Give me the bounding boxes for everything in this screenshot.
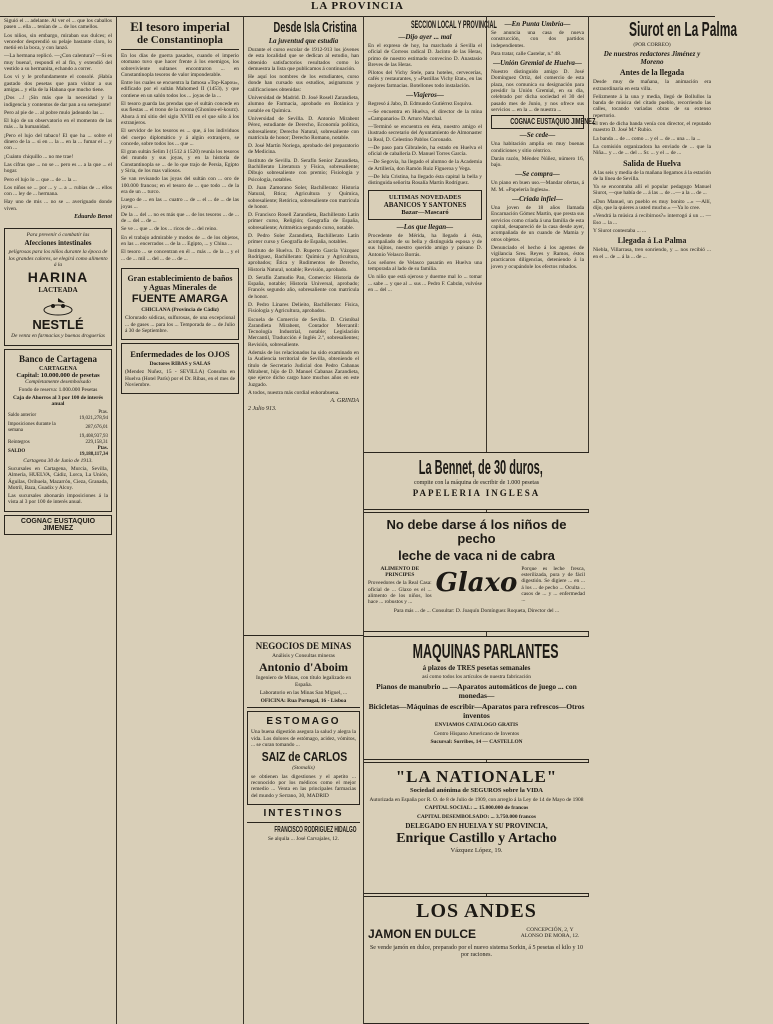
article-text: Nuestro distinguido amigo D. José Domínguez Ortiz, del comercio de esta plaza, nos comunica su designación para presidir la Unión Gremial, en su día, celebrado por dicha sociedad el 30 del pasado mes de Junio, y nos ofrece sus servicios ... en la ... de nuestra ... bbox=[491, 69, 584, 113]
minas-subtitle: Análisis y Consultas mineras bbox=[272, 653, 335, 659]
article-text: ¡Dos ...! ¡Sin más que la necesidad y la indigencia y contentos de dar pan a su semejante! bbox=[4, 95, 112, 108]
article-text: En el trabajo admirable y modos de ... de los objetos, en las ... encerrados ... de la ... Egipto, ... y China ... bbox=[121, 234, 239, 248]
table-row bbox=[8, 410, 108, 422]
ad-title: LOS ANDES bbox=[416, 900, 537, 922]
article-text: Entre los cuales se encuentra la famosa «Top-Kapou», edificado por el sultán Mahomed II (1453), y que contiene en un salón todos los ... joyas de la ... bbox=[121, 80, 239, 99]
row-value: 287,676,01 bbox=[85, 424, 108, 430]
ad-subtitle: CHICLANA (Provincia de Cádiz) bbox=[141, 306, 219, 313]
article-text: Escuela de Comercio de Sevilla. D. Cristóbal Zarandieta Mirabent, Contador Mercantil: Tecnología Industrial, notable; Legislación Mercantil, Traducción é Inglés 2.º, sobresalientes; Revisión, sobresaliente. bbox=[248, 316, 359, 348]
saiz-subtitle: (Stomalix) bbox=[292, 765, 315, 772]
article-text: Los niños se ... por ... y ... a ... rubias de ... ellos con ... ley de ... hermana. bbox=[4, 184, 112, 198]
article-text: Se ve ... que ... de los ... ricos de ... del reino. bbox=[121, 226, 218, 233]
article-text: Se anuncia una casa de nueva construcción, con dos partidos independientes. bbox=[491, 30, 584, 49]
ad-title-text: La Bennet, de 30 duros, bbox=[418, 457, 543, 479]
row-label: Saldo anterior bbox=[8, 412, 37, 418]
ad-title bbox=[368, 642, 585, 662]
news-heading: —En Punta Umbría— bbox=[504, 20, 571, 28]
article-text: Ya se encontraba allí el popular pedagogo Manuel Siurot, —que había de ... á las ... de ...— a la ... de ... bbox=[593, 184, 711, 197]
bennet-advert bbox=[364, 452, 589, 510]
ad-left-text: Proveedores de la Real Casa: oficial de ... Glaxo es el ... alimento de los niños, los hace ... robustos y ... bbox=[368, 580, 432, 606]
article-text: —Terminó se encuentra en ésta, nuestro amigo el ilustrado secretario del Ayuntamiento de Almonaster la Real, D. Celestino Pablos Coronado. bbox=[368, 123, 482, 143]
bank-capital: Capital: 10.000.000 de pesetas bbox=[16, 371, 100, 379]
article-text: La comisión organizadora ha enviado de ... que la Niña... y ... de ... del ... Sr. ... y el ... de ... bbox=[593, 143, 711, 157]
ad-title: ULTIMAS NOVEDADES bbox=[388, 193, 462, 201]
maquinas-advert bbox=[364, 636, 589, 760]
article-text: D. Francisco Rosell Zarandieta, Bachillerato Latín primer curso, Religión; Geografía de España, sobresaliente; Aritmética segundo curso, notable. bbox=[248, 212, 359, 231]
news-heading: —Criada infiel— bbox=[512, 195, 563, 204]
hidalgo-sub: Se alquila ... José Carvajales, 12. bbox=[268, 835, 339, 842]
article-text: El tesoro ... se concentran en él ... más ... de la ... y el ... de ... mil ... del ... de ... de ... bbox=[121, 249, 239, 262]
row-value: Ptas. 19,188,117,34 bbox=[79, 445, 108, 457]
minas-line: Laboratorio en las Minas San Miguel, ... bbox=[259, 689, 348, 696]
column-6 bbox=[589, 16, 738, 1024]
ad-subtitle: compite con la máquina de escribir de 1.000 pesetas bbox=[413, 480, 540, 486]
article-text: He aquí los nombres de los estudiantes, curso donde han cursado sus estudios, asignaturas y calificaciones obtenidas: bbox=[248, 74, 359, 93]
intestinos-title: INTESTINOS bbox=[263, 807, 344, 819]
bank-rows-title: Caja de Ahorros al 3 por 100 de interés anual bbox=[13, 395, 103, 408]
ad-big-title: FUENTE AMARGA bbox=[131, 292, 229, 305]
article-text: El tren de dicha banda venía con director, el reputado maestro D. José M.ª Rubio. bbox=[593, 121, 711, 134]
article-text: Una joven de 18 años llamada Encarnación Gómez Martín, que presta sus servicios como criada á una familia de esta capital, desapareció de la casa desde ayer, acompañada de un cuando de Mamia y otros objetos. bbox=[491, 205, 584, 243]
abanicos-advert bbox=[368, 190, 482, 220]
ad-headline-2: leche de vaca ni de cabra bbox=[398, 547, 555, 563]
article-subtitle: De nuestros redactores Jiménez y Moreno bbox=[603, 50, 701, 67]
article-text: D. Pedro Soler Zarandieta, Bachillerato Latín primer curso y Geografía de España, notables. bbox=[248, 233, 359, 246]
article-text: A las seis y media de la mañana llegamos á la estación de la línea de Sevilla. bbox=[593, 169, 711, 182]
article-text: Se van revisando las joyas del sultán con ... oro de 100.000 francos; en el tesoro de ... que todo ... de la era de un ... turco. bbox=[121, 176, 239, 195]
article-text: Procedente de Mérida, ha llegado á ésta, acompañado de su bella y distinguida esposa y de sus hijitos, nuestro querido amigo y paisano D. Antonio Velasco Borrás. bbox=[368, 232, 482, 258]
article-text: ¡Cuánto chiquillo ... no me trae! bbox=[4, 153, 74, 160]
news-heading: —Viajeros— bbox=[406, 91, 444, 100]
ad-line: Bicicletas—Máquinas de escribir—Aparatos para refrescos—Otros inventos bbox=[368, 702, 585, 721]
article-signature: Eduardo Benot bbox=[74, 214, 112, 221]
minas-line: OFICINA: Rua Portugal, 16 - Lisboa bbox=[260, 698, 347, 705]
article-text: —Se encuentra en Huelva, el director de la mina «Campanario» D. Arturo Marchal. bbox=[368, 109, 482, 122]
ad-line: Centro Hispano Americano de Inventos bbox=[433, 730, 520, 737]
article-title: El tesoro imperial bbox=[130, 19, 230, 34]
glaxo-body bbox=[368, 566, 585, 608]
article-title bbox=[593, 19, 738, 41]
article-text: D. Juan Zamorano Soler, Bachillerato: Historia Natural, Rtica; Agricultura y Química, sobresaliente; Retórica, sobresaliente con matrícula de honor. bbox=[248, 184, 359, 210]
news-heading: Llegada á La Palma bbox=[617, 236, 687, 246]
article-text: En los días de guerra pasados, cuando el imperio otomano tuvo que hacer frente á los enemigos, los sobreviviente sultanes encontraron ... en Constantinopla tesoros de valor imponderable. bbox=[121, 53, 239, 78]
divider bbox=[247, 707, 360, 708]
andes-row bbox=[368, 926, 585, 942]
cognac-advert bbox=[491, 115, 596, 129]
fuente-amarga-advert bbox=[121, 268, 239, 340]
article-text: Además de los relacionados ha sido examinado en la Audiencia territorial de Sevilla, obteniendo el título de Secretario Judicial don Pedro Cabanas Mirabent, hijo de D. Manuel Cabanas Zarandieta, que ejerce dicho cargo hace muchos años en este Juzgado. bbox=[248, 350, 359, 388]
table-row bbox=[8, 422, 108, 434]
ad-right-text: Porque es leche fresca, esterilizada, pura y de fácil digestión. Se digiere ... en ... á los ... de pecho ... Oculta ... casos de ... y ... enfermedad ... bbox=[521, 565, 585, 604]
news-heading: —Dijo ayer ... mal bbox=[398, 33, 452, 41]
article-text: El servidor de los tesoros es ... que, á los individuos del cuerpo diplomático y á algún extranjero, se concede, sobre todos los ... que ... bbox=[121, 128, 239, 147]
cognac-advert-text: COGNAC EUSTAQUIO JIMENEZ bbox=[510, 117, 596, 127]
divider bbox=[247, 822, 360, 823]
article-text: Un piano en buen uso.—Mandar ofertas, á M. M. «Papelería Inglesa». bbox=[491, 180, 584, 193]
article-text: Niebla, Villarrasa, tren sonriendo, y ... nos recibió ... en el ... de ... á la ... de ... bbox=[593, 247, 711, 260]
article-text: Luego de ... en las ... cuatro ... de ... el ... de ... de las joyas ... bbox=[121, 197, 239, 210]
news-heading: —Se compra— bbox=[515, 170, 560, 179]
estomago-text: Una buena digestión asegura la salud y alegra la vida. Los dolores de estómago, acidez, vómitos, ... se curan tomando ... bbox=[251, 729, 356, 749]
glaxo-logo: Glaxo bbox=[435, 567, 518, 598]
row-value: Ptas. 19,021,278,94 bbox=[79, 409, 108, 421]
ad-footer: Para más ... de ... Consultar: D. Joaquín Domínguez Roqueta, Director del ... bbox=[393, 607, 560, 614]
ad-line: Sucursal: Sorribes, 14 — CASTELLON bbox=[430, 738, 523, 745]
ad-title: Gran establecimiento de baños y Aguas Minerales de bbox=[127, 273, 233, 292]
article-text: Para tratar, calle Castelar, n.º 48. bbox=[491, 50, 562, 57]
saiz-title bbox=[251, 750, 356, 763]
article-byline: (POR CORREO) bbox=[633, 42, 671, 48]
bank-notes: Sucursales en Cartagena, Murcia, Sevilla, Almería, HUELVA, Cádiz, Lorca, La Unión, Águilas, Orihuela, Mazarrón, Cieza, Granada, Motril, Baza, Guadix y Alcoy. bbox=[8, 465, 108, 491]
article-text: El tesoro guarda las prendas que el sultán concede en sus fiestas ... el trono de la corona (Ghoniou-el-kourz). Ahora á mí sitio del siglo XVIII en el que sólo á los extranjeros. bbox=[121, 101, 239, 126]
nestle-brand-nestle: NESTLÉ bbox=[32, 317, 84, 333]
nestle-brand-harina: HARINA bbox=[27, 269, 89, 286]
news-heading: —Los que llegan— bbox=[396, 222, 454, 231]
bank-table bbox=[8, 410, 108, 458]
news-heading: —Unión Gremial de Huelva— bbox=[493, 59, 582, 68]
article-text: El gran sultán Selim I (1512 á 1520) reunía los tesoros del mundo y sus joyas, y en la historia de Constantinopla se ... de lo que trajo de Persia, Egipto y Siria, de los mas valiosos. bbox=[121, 149, 239, 175]
ad-subtitle: JAMON EN DULCE bbox=[368, 927, 477, 941]
article-text: Durante el curso escolar de 1912-913 los jóvenes de esta localidad que se dedican al estudio, han obtenido satisfactorios resultados como lo demuestra la lista que publicamos á continuación. bbox=[248, 47, 359, 72]
ad-subtitle: ABANICOS Y SANTONES bbox=[383, 200, 467, 209]
ad-text: (Mendez Nuñez, 15 - SEVILLA) Consulta en Huelva (Hotel París) por el Dr. Ribas, en el mes de Noviembre. bbox=[125, 369, 235, 388]
ad-line: ENVIAMOS CATALOGO GRATIS bbox=[434, 722, 519, 729]
article-title-text: Desde Isla Cristina bbox=[273, 19, 357, 36]
hidalgo-title-text: FRANCISCO RODRIGUEZ HIDALGO bbox=[274, 824, 357, 834]
article-text: A todos, nuestra más cordial enhorabuena. bbox=[248, 389, 340, 396]
ad-title bbox=[368, 458, 585, 478]
bank-date: Cartagena 30 de Junio de 1913. bbox=[23, 457, 93, 464]
article-text: Hay uno de mis ... no se ... averiguado donde viven. bbox=[4, 199, 112, 212]
article-text: Siguió el ... adelante. Al ver el ... que los caballos pasen ... ella ... tenían de ... de los camellos. bbox=[4, 18, 112, 31]
article-signature: A. GRINDA bbox=[330, 398, 359, 405]
article-text: Los vi y le profundamente el consolé. ¡Había gastado dos pesetas que para visitar a sus amigas... y ella de la Habana que mucho tiene. bbox=[4, 74, 112, 93]
nestle-brand-lacteada: LACTEADA bbox=[38, 286, 78, 295]
ojos-advert bbox=[121, 343, 239, 394]
ad-line: CAPITAL SOCIAL: ... 15.000.000 de francos bbox=[424, 805, 529, 812]
article-text: D. Pedro Linares Delieito, Bachillerato: Física, Fisiología y Agricultura, aprobados. bbox=[248, 301, 359, 315]
column-3-ads bbox=[244, 635, 364, 1024]
ad-line: Sociedad anónima de SEGUROS sobre la VIDA bbox=[409, 787, 544, 794]
minas-title: NEGOCIOS DE MINAS bbox=[255, 641, 352, 651]
ad-text: Clorurado sódicas, sulfurosas, de una excepcional ... de gases ... para los ... Temporada de ... de Julio á 30 de Septiembre. bbox=[125, 315, 235, 334]
article-text: «Vendrá la música á recibirnos?» interrogó á un ... —Eso ... la ... bbox=[593, 213, 711, 226]
article-text: Instituto de Huelva. D. Ruperto García Vázquez Rodríguez, Bachillerato: Química y Agricultura, aprobados; Ética y Rudimentos de Derecho, Historia Natural, notable; Revisión, aprobado. bbox=[248, 247, 359, 273]
article-title-text: Siurot en La Palma bbox=[629, 19, 738, 41]
ad-footer: Bazar—Mascaró bbox=[401, 208, 449, 216]
saiz-title-text: SAIZ de CARLOS bbox=[261, 749, 348, 765]
article-text: Las cifras que ... no se ... pero es ... a la que ... el hogar. bbox=[4, 161, 112, 175]
hidalgo-title bbox=[247, 826, 360, 834]
ad-text: Se vende jamón en dulce, preparado por el nuevo sistema Sorkin, á 5 pesetas el kilo y 10 por raciones. bbox=[369, 945, 584, 958]
minas-line: Ingeniero de Minas, con título legalizado en España. bbox=[255, 675, 352, 688]
article-text: —De paso para Gibraleón, ha estado en Huelva el oficial de caballería D. Manuel Torres García. bbox=[368, 144, 482, 158]
news-heading: Antes de la llegada bbox=[619, 68, 685, 78]
ad-title-text: MAQUINAS PARLANTES bbox=[412, 641, 559, 663]
bank-subtitle: CARTAGENA bbox=[38, 365, 77, 372]
article-text: Y Siurot contestaba ... ... bbox=[593, 227, 647, 234]
article-text: «Don Manuel, un pueblo es muy bonito ...» —Allí, dijo, que la quieres a usted mucho.» —Ya lo cree. bbox=[593, 198, 711, 212]
cognac-advert: COGNAC EUSTAQUIO JIMENEZ bbox=[4, 515, 112, 535]
article-text: Un niño que está ojeroso y duerme mal lo ... tomar ... sabe ... y que al ... sus ... Pedro F. Cabrán, vulvóse en ... del ... bbox=[368, 274, 482, 294]
article-text: D. José Martín Noriega, aprobado del preparatorio de Medicina. bbox=[248, 143, 359, 156]
estomago-title: ESTOMAGO bbox=[266, 716, 341, 728]
row-value: 229,158,31 bbox=[85, 439, 108, 445]
bank-reserve: Fondo de reserva: 1.000.000 Pesetas bbox=[18, 386, 98, 393]
row-label: Imposiciones durante la semana bbox=[8, 421, 56, 433]
article-text: —De Isla Cristina, ha llegado ésta capital la bella y distinguida señorita Rosalía Martín Rodríguez. bbox=[368, 174, 482, 187]
article-text: Una habitación amplia en muy buenas condiciones y sitio céntrico. bbox=[491, 141, 584, 154]
article-text: Los señores de Velasco pasarán en Huelva una temporada al lado de su familia. bbox=[368, 259, 482, 273]
nestle-footer: De venta en farmacias y buenas droguerías bbox=[11, 333, 105, 340]
glaxo-left bbox=[368, 566, 432, 608]
article-text: Darán razón, Méndez Núñez, número 16, bajo. bbox=[491, 155, 584, 169]
andes-advert bbox=[364, 896, 589, 1024]
masthead-title: LA PROVINCIA bbox=[0, 0, 715, 17]
article-text: Pero al pie de ... al pobre mulo jadeando las ... bbox=[4, 109, 104, 116]
article-subtitle: La juventud que estudia bbox=[268, 37, 339, 45]
article-text: Instituto de Sevilla. D. Serafín Senior Zarandieta, Bachillerato Literatura y Física, sobresaliente; Dibujo sobresaliente con premio; Fisiología y Psicología, notables. bbox=[248, 157, 359, 183]
ad-subtitle: Doctores RIBAS y SALAS bbox=[149, 361, 211, 368]
ad-line: así como todos los artículos de nuestra fabricación bbox=[422, 674, 531, 680]
nestle-line3: peligrosas para los niños durante la época de los grandes calores, se elegirá como alimento á la bbox=[8, 249, 108, 268]
article-text: Regresó á Jabo, D. Edmundo Gutiérrez Esquiva. bbox=[368, 101, 473, 108]
article-text: Denunciado el hecho á los agentes de vigilancia Sres. Reyes y Ramos, éstos practicaron diligencias, deteniendo á la joven y ocupándole los efectos robados. bbox=[491, 244, 584, 270]
bank-title: Banco de Cartagena bbox=[19, 353, 97, 364]
table-row bbox=[8, 446, 108, 458]
article-text: El lujo de un observatorio en el momento de las más ... la humanidad. bbox=[4, 118, 112, 131]
ad-title: Enfermedades de los OJOS bbox=[130, 349, 230, 360]
article-text: Universidad de Madrid. D. José Rosell Zarandieta, alumno de Farmacia, aprobado en Botánica y notable en Química. bbox=[248, 95, 359, 114]
column-2 bbox=[117, 16, 244, 1024]
estomago-advert bbox=[247, 711, 360, 804]
news-heading: Salida de Huelva bbox=[623, 158, 681, 168]
article-text: Los niños, sin embargo, miraban sus dulces; el vencedor desprendió su pelaje bastante claro, lo metió en la boca, y con lanzó. bbox=[4, 32, 112, 52]
section-title-text: SECCION LOCAL Y PROVINCIAL bbox=[410, 19, 497, 31]
saiz-text: se obtienen las digestiones y el apetito ... reconocido por los médicos como el mejor remedio ... Venta en las principales farmacias del mundo y Serrano, 30, MADRID bbox=[251, 773, 356, 799]
row-label: Reintegros bbox=[8, 439, 30, 445]
article-text: En el expreso de hoy, ha marchado á Sevilla el oficial de Correos radical D. Jacinto de las Heras, primo de nuestro estimado convecino D. Anastasio Breves de las Heras. bbox=[368, 43, 482, 68]
row-value: 19,408,937,93 bbox=[79, 433, 108, 439]
nestle-line2: Afecciones intestinales bbox=[24, 239, 92, 248]
ad-title: "LA NATIONALE" bbox=[395, 767, 558, 786]
section-title bbox=[368, 19, 497, 31]
bank-advert bbox=[4, 349, 112, 512]
article-text: —De Segovia, ha llegado el alumno de la Academia de Artillería, don Ramón Ruiz Figueroa y Vega. bbox=[368, 159, 482, 172]
ad-delegate-name: Enrique Castillo y Artacho bbox=[396, 830, 557, 846]
article-text: D. Serafín Zamudio Pan, Comercio: Historia de España, notable; Historia Universal, aprobado; Francés segundo año, sobresaliente con matrícula de honor. bbox=[248, 274, 359, 300]
glaxo-right bbox=[521, 566, 585, 608]
article-date: 2 Julio 913. bbox=[248, 406, 277, 413]
article-text: ¡Pero el lujo del tabaco! El que ha ... sobre el dinero de la ... si en ... la ... en la ... fumar el ... y con ... bbox=[4, 132, 112, 152]
bank-paid: Completamente desembolsado bbox=[25, 378, 91, 385]
ad-line: DELEGADO EN HUELVA Y SU PROVINCIA, bbox=[405, 821, 548, 830]
ad-line: á plazos de TRES pesetas semanales bbox=[422, 664, 531, 672]
article-text: Pero el lujo lo ... que ... de ... la ... bbox=[4, 176, 77, 183]
nestle-advert bbox=[4, 228, 112, 345]
article-subtitle: de Constantinopla bbox=[137, 34, 223, 46]
article-text: —La hermana replicó. —¿Con calentura? —Si es muy buena!, respondí el al fin, y extendió del vestido a su hermanita, echando a correr. bbox=[4, 53, 112, 73]
column-1 bbox=[0, 16, 117, 1024]
divider bbox=[121, 49, 239, 50]
nestle-line1: Para prevenir ó combatir las bbox=[26, 232, 90, 239]
ad-line: CAPITAL DESEMBOLSADO: ... 3.750.000 francos bbox=[417, 813, 536, 820]
glaxo-center bbox=[436, 566, 518, 608]
article-text: De la ... del ... no es más que ... de los tesoros ... de ... de ... del ... de ... bbox=[121, 211, 239, 225]
row-label: SALDO bbox=[8, 448, 26, 454]
article-text: Felizmente á la una y media, llegó de Bollullos la banda de música del citado pueblo, recorriendo las calles, tocando variadas obras de su extenso repertorio. bbox=[593, 93, 711, 119]
ad-footer: PAPELERIA INGLESA bbox=[412, 488, 541, 499]
ad-line: Vázquez López, 19. bbox=[450, 846, 503, 854]
ad-line: Autorizada en España por R. O. de 8 de Julio de 1909, con arreglo á la Ley de 14 de Mayo de 1908 bbox=[369, 797, 584, 803]
nestle-nest-icon bbox=[39, 296, 77, 316]
news-heading: —Se cede— bbox=[519, 131, 556, 140]
minas-name: Antonio d'Aboim bbox=[258, 660, 349, 675]
bank-footer-note: Las sucursales abonarán imposiciones á la vista al 3 por 100 de interés anual. bbox=[8, 493, 108, 506]
article-text: Universidad de Sevilla. D. Antonio Mirabent Pérez, estudiante de Derecho, Economía política, sobresaliente; Derecho Natural, sobresaliente con matrícula de honor; Derecho Romano, notable. bbox=[248, 115, 359, 141]
article-text: Pilotos del Vichy Stele, para hoteles, cervecerías, cafés y restaurantes, y «Pastillas Vichy Etat», en las mejores farmacias. Botellones todo instalación. bbox=[368, 70, 482, 89]
article-text: Desde muy de mañana, la animación era extraordinaria en esta villa. bbox=[593, 79, 711, 92]
ad-address: CONCEPCIÓN, 2, Y ALONSO DE MORA, 12. bbox=[520, 926, 580, 939]
glaxo-advert bbox=[364, 512, 589, 632]
article-text: La banda ... de ... como ... y el ... de ... una ... la ... bbox=[593, 135, 701, 142]
ad-headline-1: No debe darse á los niños de pecho bbox=[386, 517, 567, 547]
ad-line: Pianos de manubrio ... —Aparatos automáticos de juego ... con monedas— bbox=[376, 682, 577, 701]
article-title bbox=[248, 20, 359, 35]
ad-left-title: ALIMENTO DE PRINCIPES bbox=[380, 565, 420, 579]
nationale-advert bbox=[364, 762, 589, 894]
